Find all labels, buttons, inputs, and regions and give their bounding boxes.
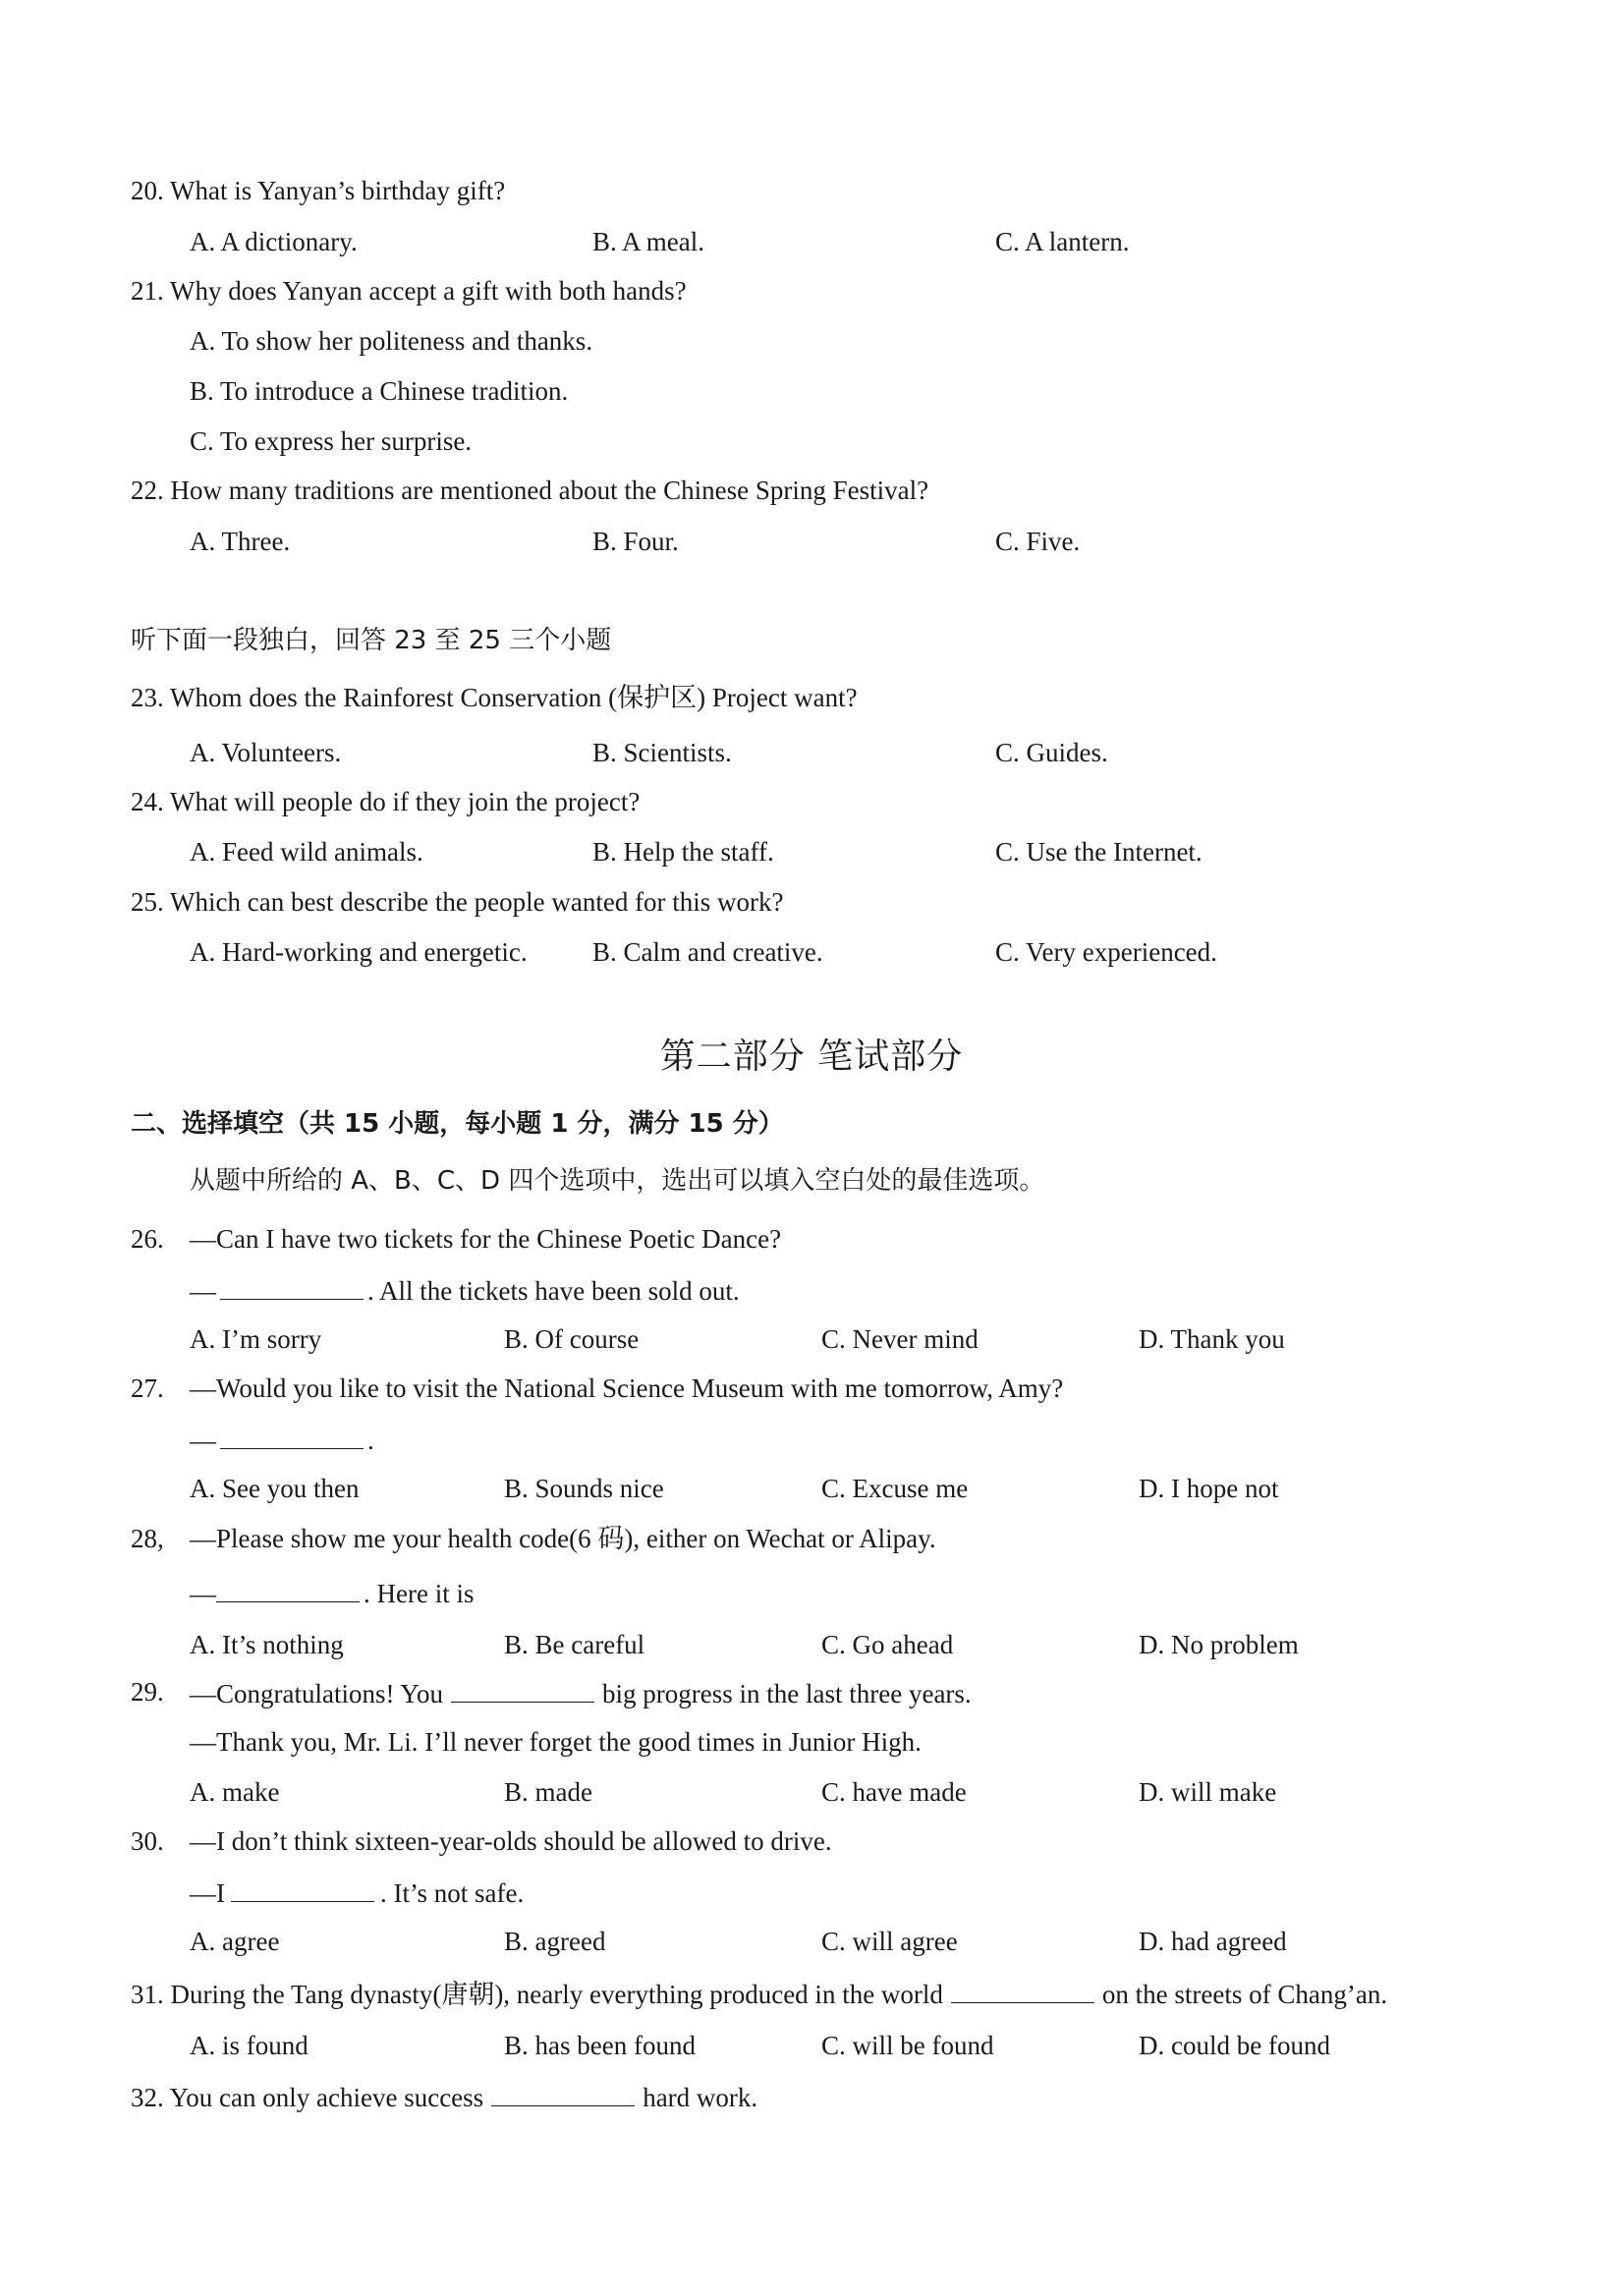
answer-blank bbox=[220, 1421, 364, 1449]
question-27-line2 bbox=[190, 1421, 374, 1458]
question-31-stem-suffix: on the streets of Chang’an. bbox=[1101, 1980, 1388, 2009]
question-29-number: 29. bbox=[131, 1677, 164, 1707]
question-30-line2-suffix: . It’s not safe. bbox=[380, 1878, 525, 1908]
question-26-option-d: D. Thank you bbox=[1139, 1324, 1285, 1354]
question-27-number: 27. bbox=[131, 1373, 164, 1403]
question-27-option-b: B. Sounds nice bbox=[504, 1474, 664, 1503]
question-28-option-b: B. Be careful bbox=[504, 1630, 645, 1659]
question-30-line2 bbox=[190, 1874, 524, 1911]
question-31-option-a: A. is found bbox=[190, 2031, 308, 2060]
question-30-option-c: C. will agree bbox=[821, 1927, 958, 1956]
question-22-stem: 22. How many traditions are mentioned about the Chinese Spring Festival? bbox=[131, 476, 929, 505]
question-28-line2 bbox=[190, 1574, 474, 1611]
question-28-line1: —Please show me your health code(6 码), either on Wechat or Alipay. bbox=[190, 1524, 936, 1553]
question-32-stem-suffix: hard work. bbox=[643, 2083, 758, 2112]
question-32-stem bbox=[131, 2078, 757, 2115]
question-24-option-a: A. Feed wild animals. bbox=[190, 837, 423, 867]
question-25-option-b: B. Calm and creative. bbox=[592, 937, 823, 967]
question-30-option-b: B. agreed bbox=[504, 1927, 606, 1956]
question-24-stem: 24. What will people do if they join the project? bbox=[131, 787, 641, 816]
question-27-line2-suffix: . bbox=[367, 1426, 374, 1455]
answer-blank bbox=[451, 1674, 594, 1703]
question-30-option-d: D. had agreed bbox=[1139, 1927, 1287, 1956]
question-29-option-c: C. have made bbox=[821, 1777, 967, 1807]
question-27-option-d: D. I hope not bbox=[1139, 1474, 1279, 1503]
answer-blank bbox=[231, 1874, 374, 1902]
question-27-option-c: C. Excuse me bbox=[821, 1474, 969, 1503]
question-27-line1: —Would you like to visit the National Science Museum with me tomorrow, Amy? bbox=[190, 1373, 1064, 1403]
question-24-option-b: B. Help the staff. bbox=[592, 837, 774, 867]
question-30-line1: —I don’t think sixteen-year-olds should be allowed to drive. bbox=[190, 1826, 832, 1856]
question-29-line1-prefix: —Congratulations! You bbox=[190, 1679, 444, 1708]
question-21-option-a: A. To show her politeness and thanks. bbox=[190, 326, 593, 356]
question-22-option-a: A. Three. bbox=[190, 527, 291, 556]
answer-blank bbox=[220, 1271, 364, 1300]
answer-blank bbox=[216, 1574, 360, 1602]
question-28-option-d: D. No problem bbox=[1139, 1630, 1299, 1659]
question-25-option-c: C. Very experienced. bbox=[995, 937, 1217, 967]
question-26-number: 26. bbox=[131, 1224, 164, 1254]
question-29-line1 bbox=[190, 1674, 972, 1711]
question-31-option-b: B. has been found bbox=[504, 2031, 696, 2060]
question-28-option-a: A. It’s nothing bbox=[190, 1630, 344, 1659]
question-31-option-d: D. could be found bbox=[1139, 2031, 1330, 2060]
question-31-option-c: C. will be found bbox=[821, 2031, 994, 2060]
question-28-number: 28, bbox=[131, 1524, 164, 1553]
question-23-option-c: C. Guides. bbox=[995, 738, 1108, 767]
question-29-option-b: B. made bbox=[504, 1777, 592, 1807]
listening-instruction: 听下面一段独白，回答 23 至 25 三个小题 bbox=[131, 626, 612, 655]
question-21-option-c: C. To express her surprise. bbox=[190, 426, 473, 456]
question-20-option-c: C. A lantern. bbox=[995, 227, 1130, 256]
question-24-option-c: C. Use the Internet. bbox=[995, 837, 1203, 867]
question-26-line2 bbox=[190, 1271, 740, 1309]
question-21-stem: 21. Why does Yanyan accept a gift with both hands? bbox=[131, 276, 687, 306]
question-27-option-a: A. See you then bbox=[190, 1474, 360, 1503]
question-31-stem-prefix: 31. During the Tang dynasty(唐朝), nearly everything produced in the world bbox=[131, 1980, 943, 2009]
question-29-option-a: A. make bbox=[190, 1777, 280, 1807]
question-26-line2-suffix: . All the tickets have been sold out. bbox=[367, 1276, 740, 1306]
part-two-title: 第二部分 笔试部分 bbox=[659, 1036, 964, 1077]
question-32-stem-prefix: 32. You can only achieve success bbox=[131, 2083, 484, 2112]
question-29-line2: —Thank you, Mr. Li. I’ll never forget the good times in Junior High. bbox=[190, 1727, 922, 1757]
question-30-option-a: A. agree bbox=[190, 1927, 280, 1956]
question-23-option-b: B. Scientists. bbox=[592, 738, 732, 767]
dash: — bbox=[190, 1579, 216, 1608]
dash: — bbox=[190, 1426, 216, 1455]
question-20-stem: 20. What is Yanyan’s birthday gift? bbox=[131, 176, 506, 205]
question-25-stem: 25. Which can best describe the people wanted for this work? bbox=[131, 887, 784, 917]
question-26-option-a: A. I’m sorry bbox=[190, 1324, 322, 1354]
question-20-option-b: B. A meal. bbox=[592, 227, 704, 256]
question-22-option-b: B. Four. bbox=[592, 527, 679, 556]
question-21-option-b: B. To introduce a Chinese tradition. bbox=[190, 376, 569, 406]
question-26-line1: —Can I have two tickets for the Chinese Poetic Dance? bbox=[190, 1224, 782, 1254]
section-heading: 二、选择填空（共 15 小题，每小题 1 分，满分 15 分） bbox=[131, 1109, 784, 1139]
question-25-option-a: A. Hard-working and energetic. bbox=[190, 937, 528, 967]
question-28-option-c: C. Go ahead bbox=[821, 1630, 954, 1659]
question-26-option-c: C. Never mind bbox=[821, 1324, 979, 1354]
section-instruction: 从题中所给的 A、B、C、D 四个选项中，选出可以填入空白处的最佳选项。 bbox=[190, 1166, 1045, 1196]
question-30-number: 30. bbox=[131, 1826, 164, 1856]
question-29-option-d: D. will make bbox=[1139, 1777, 1277, 1807]
answer-blank bbox=[491, 2078, 635, 2106]
question-29-line1-suffix: big progress in the last three years. bbox=[602, 1679, 972, 1708]
question-26-option-b: B. Of course bbox=[504, 1324, 640, 1354]
dash: — bbox=[190, 1276, 216, 1306]
dash-i: —I bbox=[190, 1878, 225, 1908]
question-28-line2-suffix: . Here it is bbox=[364, 1579, 475, 1608]
question-20-option-a: A. A dictionary. bbox=[190, 227, 358, 256]
question-31-stem bbox=[131, 1975, 1387, 2012]
question-22-option-c: C. Five. bbox=[995, 527, 1081, 556]
question-23-option-a: A. Volunteers. bbox=[190, 738, 342, 767]
answer-blank bbox=[951, 1975, 1094, 2003]
question-23-stem: 23. Whom does the Rainforest Conservation (保护区) Project want? bbox=[131, 683, 858, 712]
